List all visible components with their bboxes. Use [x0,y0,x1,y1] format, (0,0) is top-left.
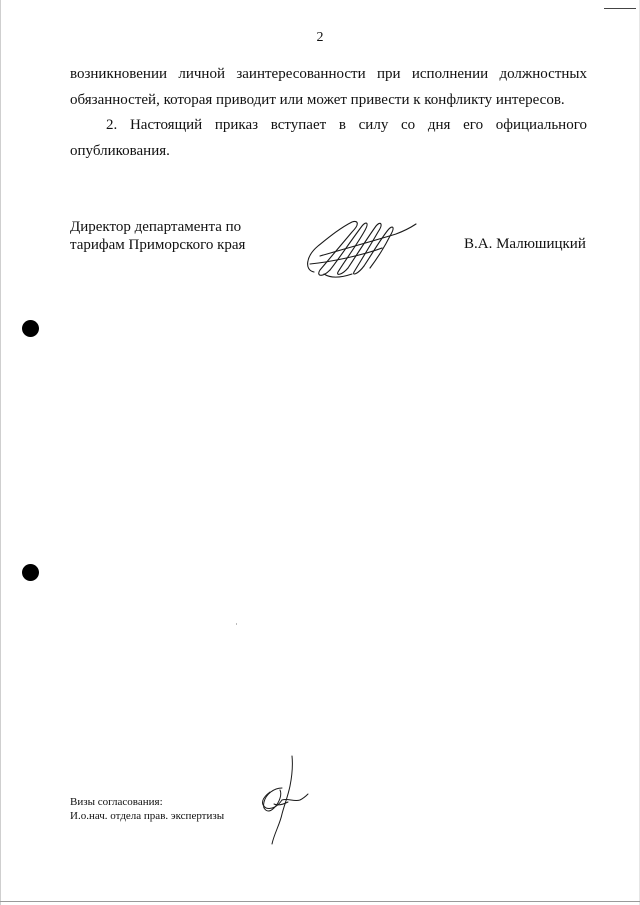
handwritten-initials-icon [252,752,310,848]
punch-hole-icon [22,564,39,581]
scan-edge-bottom [0,901,640,902]
paragraph-clause-2: 2. Настоящий приказ вступает в силу со дня его официального опубликования. [70,117,587,159]
signatory-name: В.А. Малюшицкий [464,236,586,252]
page-number: 2 [316,30,324,45]
approval-visa [70,795,224,823]
paragraph-continuation: возникновении личной заинтересованности при исполнении должностных обязанностей, которая приводит или может привести к конфликту интересов. [70,66,587,108]
scan-top-mark [604,8,636,9]
visa-heading: Визы согласования: [70,796,163,808]
signatory-title [70,218,270,254]
scan-edge-left [0,0,1,905]
visa-position: И.о.нач. отдела прав. экспертизы [70,810,225,822]
signatory-title-line-1: Директор департамента по [70,219,242,235]
signatory-title-line-2: тарифам Приморского края [70,237,246,253]
punch-hole-icon [22,320,39,337]
scan-speck [236,623,237,625]
handwritten-signature-icon [300,212,420,282]
